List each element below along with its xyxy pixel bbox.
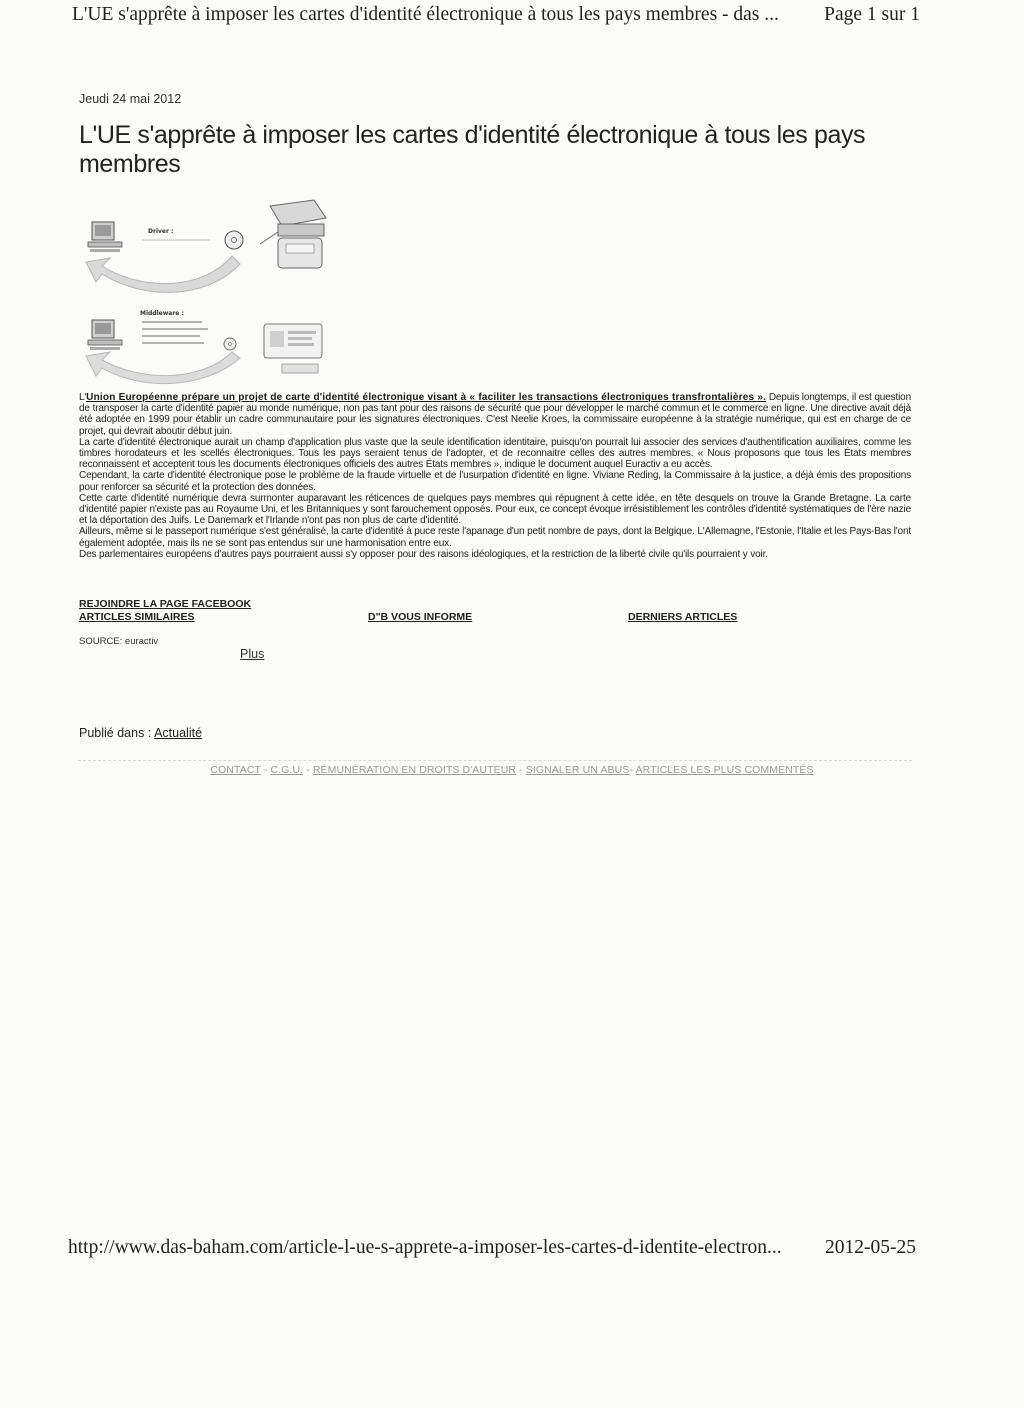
most-commented-link[interactable]: ARTICLES LES PLUS COMMENTÉS — [635, 764, 814, 776]
card-reader-icon — [260, 200, 326, 268]
article-paragraph: La carte d'identité électronique aurait un champ d'application plus vaste que la seule identification identitaire, puisqu'on pourrait lui associer des services d'authentification auxiliaires, comme les timbres horodateurs et les scellés électroniques. Tous les pays seraient tenus de l'adopter, et de reconnaitre celles des autres membres. « Nous proposons que tous les États membres reconnaissent et acceptent tous les documents électroniques officiels des autres États membres », indique le document auquel Euractiv a eu accès. — [79, 436, 911, 471]
similar-articles-link[interactable]: ARTICLES SIMILAIRES — [79, 611, 195, 623]
facebook-page-link[interactable]: REJOINDRE LA PAGE FACEBOOK — [79, 598, 252, 610]
article-title: L'UE s'apprête à imposer les cartes d'identité électronique à tous les pays membres — [79, 121, 866, 178]
cgu-link[interactable]: C.G.U. — [270, 764, 304, 776]
source-line: SOURCE: euractiv — [79, 636, 159, 647]
print-footer-date: 2012-05-25 — [825, 1237, 916, 1258]
intro-source-link[interactable]: Union Européenne prépare un projet de carte d'identité électronique visant à « faciliter les transactions électroniques transfrontalières ». — [86, 392, 767, 403]
article-intro — [79, 392, 911, 437]
cd-icon — [224, 338, 236, 350]
plus-link[interactable]: Plus — [240, 647, 265, 661]
latest-articles-link[interactable]: DERNIERS ARTICLES — [628, 611, 738, 623]
published-label: Publié dans : — [79, 726, 152, 740]
middleware-label: Middleware : — [140, 310, 184, 317]
print-header — [72, 4, 920, 28]
print-header-page: Page 1 sur 1 — [824, 4, 920, 25]
article-paragraph: Cette carte d'identité numérique devra surmonter auparavant les réticences de quelques pays membres qui répugnent à cette idée, en tête desquels on trouve la Grande Bretagne. La carte d'identité papier n'existe pas au Royaume Uni, et les Britanniques y sont farouchement opposés. Pour eux, ce concept évoque irrésistiblement les contrôles d'identité systématiques de l'ère nazie et la déportation des Juifs. Le Danemark et l'Irlande n'ont pas non plus de carte d'identité. — [79, 492, 911, 527]
report-abuse-link[interactable]: SIGNALER UN ABUS — [525, 764, 630, 776]
article-body — [79, 392, 911, 560]
print-footer-url: http://www.das-baham.com/article-l-ue-s-apprete-a-imposer-les-cartes-d-identite-electron... — [68, 1237, 782, 1258]
intro-prefix: L' — [79, 392, 87, 403]
informe-link[interactable]: D"B VOUS INFORME — [368, 611, 473, 623]
article-illustration — [82, 196, 338, 386]
intro-text: Depuis longtemps, il est question de transposer la carte d'identité papier au monde numérique, non pas tant pour des raisons de sécurité que pour développer le marché commun et le commerce en ligne. Une directive avait déjà été adoptée en 1999 pour établir un cadre communautaire pour les signatures électroniques. C'est Neelie Kroes, la commissaire européenne à la stratégie numérique, qui est en charge de ce projet, qui devrait aboutir début juin. — [79, 392, 911, 437]
footer-divider — [78, 760, 912, 761]
category-link[interactable]: Actualité — [154, 726, 203, 740]
article-paragraph: Cependant, la carte d'identité électronique pose le problème de la fraude virtuelle et de l'usurpation d'identité en ligne. Viviane Reding, la Commissaire à la justice, a déjà émis des propositions pour renforcer sa sécurité et la protection des données. — [79, 470, 911, 493]
computer-icon — [88, 222, 122, 252]
contact-link[interactable]: CONTACT — [210, 764, 261, 776]
footer-links: CONTACT - C.G.U. - RÉMUNÉRATION EN DROITS D'AUTEUR - SIGNALER UN ABUS- ARTICLES LES PLUS COMMENTÉS — [210, 764, 814, 776]
computer-icon — [88, 320, 122, 350]
print-header-title: L'UE s'apprête à imposer les cartes d'identité électronique à tous les pays membres - das ... — [72, 4, 779, 25]
print-footer — [68, 1237, 916, 1261]
cd-icon — [225, 231, 243, 249]
published-line — [79, 726, 202, 740]
article-paragraph: Ailleurs, même si le passeport numérique s'est généralisé, la carte d'identité à puce reste l'apanage d'un petit nombre de pays, dont la Belgique. L'Allemagne, l'Estonie, l'Italie et les Pays-Bas l'ont également adoptée, mais ils ne se sont pas entendus sur une harmonisation entre eux. — [79, 526, 911, 549]
id-card-icon — [264, 324, 322, 373]
driver-label: Driver : — [148, 228, 174, 235]
remuneration-link[interactable]: RÉMUNÉRATION EN DROITS D'AUTEUR — [312, 764, 517, 776]
article-paragraph: Des parlementaires européens d'autres pays pourraient aussi s'y opposer pour des raisons idéologiques, et la restriction de la liberté civile qu'ils pourraient y voir. — [79, 548, 768, 560]
article-date: Jeudi 24 mai 2012 — [79, 92, 182, 106]
